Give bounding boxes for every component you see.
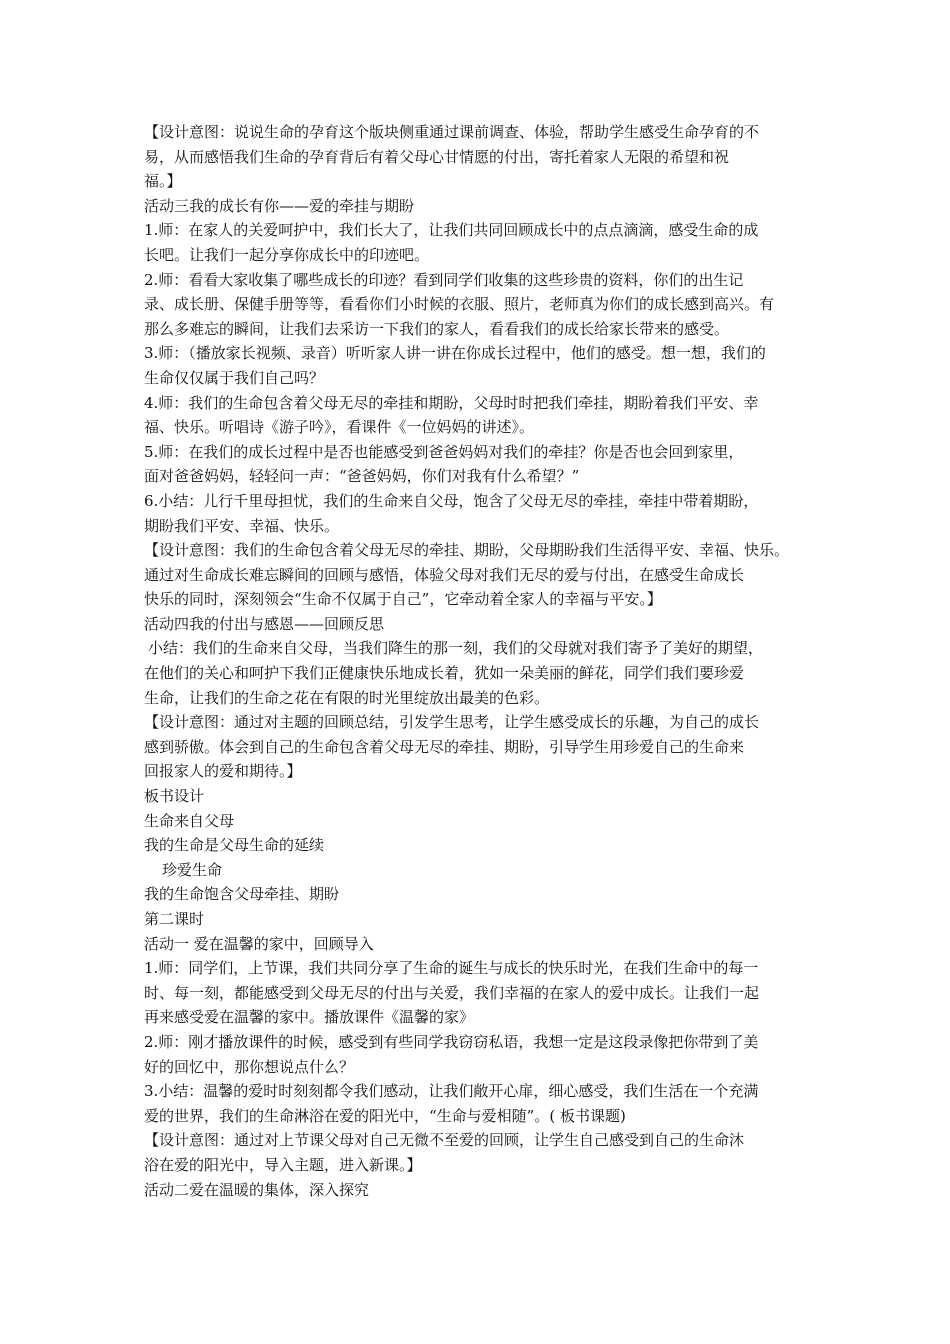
text-line: 【设计意图：我们的生命包含着父母无尽的牵挂、期盼，父母期盼我们生活得平安、幸福、快乐。 — [144, 541, 790, 560]
text-line: 回报家人的爱和期待。】 — [144, 762, 302, 781]
text-line: 长吧。让我们一起分享你成长中的印迹吧。 — [144, 245, 430, 264]
text-line: 【设计意图：说说生命的孕育这个版块侧重通过课前调查、体验，帮助学生感受生命孕育的不 — [144, 123, 760, 141]
text-line: 6.小结：儿行千里母担忧，我们的生命来自父母，饱含了父母无尽的牵挂，牵挂中带着期盼， — [144, 491, 759, 510]
section-heading: 活动三我的成长有你——爱的牵挂与期盼 — [144, 196, 415, 215]
text-line: 录、成长册、保健手册等等，看看你们小时候的衣服、照片，老师真为你们的成长感到高兴。有 — [144, 295, 775, 314]
text-line: 3.小结：温馨的爱时时刻刻都令我们感动，让我们敞开心扉，细心感受，我们生活在一个充满 — [144, 1082, 759, 1101]
text-line: 浴在爱的阳光中，导入主题，进入新课。】 — [144, 1155, 422, 1174]
section-heading: 活动一 爱在温馨的家中，回顾导入 — [144, 934, 374, 953]
text-line: 再来感受爱在温馨的家中。播放课件《温馨的家》 — [144, 1008, 475, 1027]
text-line: 通过对生命成长难忘瞬间的回顾与感悟，体验父母对我们无尽的爱与付出，在感受生命成长 — [144, 565, 745, 584]
section-heading: 活动四我的付出与感恩——回顾反思 — [144, 614, 385, 633]
board-line: 珍爱生命 — [162, 860, 223, 879]
text-line: 福、快乐。听唱诗《游子吟》，看课件《一位妈妈的讲述》。 — [144, 418, 535, 437]
text-line: 福。】 — [144, 172, 182, 191]
text-line: 时、每一刻，都能感受到父母无尽的付出与关爱，我们幸福的在家人的爱中成长。让我们一起 — [144, 983, 760, 1002]
text-line: 期盼我们平安、幸福、快乐。 — [144, 516, 340, 535]
text-line: 那么多难忘的瞬间，让我们去采访一下我们的家人，看看我们的成长给家长带来的感受。 — [144, 319, 730, 338]
text-line: 2.师：看看大家收集了哪些成长的印迹？看到同学们收集的这些珍贵的资料，你们的出生记 — [144, 270, 744, 289]
text-line: 1.师：在家人的关爱呵护中，我们长大了，让我们共同回顾成长中的点点滴滴，感受生命的成 — [144, 221, 759, 240]
text-line: 小结：我们的生命来自父母，当我们降生的那一刻，我们的父母就对我们寄予了美好的期望， — [148, 639, 764, 658]
board-line: 生命来自父母 — [144, 811, 235, 830]
text-line: 【设计意图：通过对主题的回顾总结，引发学生思考，让学生感受成长的乐趣，为自己的成长 — [144, 713, 760, 732]
text-line: 1.师：同学们，上节课，我们共同分享了生命的诞生与成长的快乐时光，在我们生命中的每一 — [144, 959, 759, 978]
section-heading: 活动二爱在温暖的集体，深入探究 — [144, 1180, 370, 1199]
section-heading: 第二课时 — [144, 910, 205, 928]
text-line: 感到骄傲。体会到自己的生命包含着父母无尽的牵挂、期盼，引导学生用珍爱自己的生命来 — [144, 737, 745, 756]
board-line: 我的生命是父母生命的延续 — [144, 836, 325, 855]
document-page — [144, 120, 814, 1202]
text-line: 快乐的同时，深刻领会“生命不仅属于自己”，它牵动着全家人的幸福与平安。】 — [144, 590, 662, 609]
text-line: 爱的世界，我们的生命淋浴在爱的阳光中，“生命与爱相随”。( 板书课题) — [144, 1106, 626, 1125]
text-line: 生命，让我们的生命之花在有限的时光里绽放出最美的色彩。 — [144, 688, 550, 707]
section-heading: 板书设计 — [144, 787, 205, 806]
text-line: 好的回忆中，那你想说点什么？ — [144, 1057, 355, 1076]
board-line: 我的生命饱含父母牵挂、期盼 — [144, 885, 340, 904]
text-line: 5.师：在我们的成长过程中是否也能感受到爸爸妈妈对我们的牵挂？你是否也会回到家里， — [144, 442, 744, 461]
text-line: 在他们的关心和呵护下我们正健康快乐地成长着，犹如一朵美丽的鲜花，同学们我们要珍爱 — [144, 664, 745, 683]
text-line: 面对爸爸妈妈，轻轻问一声：“爸爸妈妈，你们对我有什么希望？” — [144, 467, 580, 486]
text-line: 4.师：我们的生命包含着父母无尽的牵挂和期盼，父母时时把我们牵挂，期盼着我们平安、幸 — [144, 393, 759, 412]
text-line: 生命仅仅属于我们自己吗？ — [144, 368, 325, 387]
text-line: 2.师：刚才播放课件的时候，感受到有些同学我窃窃私语，我想一定是这段录像把你带到了美 — [144, 1032, 759, 1051]
text-line: 【设计意图：通过对上节课父母对自己无微不至爱的回顾，让学生自己感受到自己的生命沐 — [144, 1131, 745, 1150]
text-line: 易，从而感悟我们生命的孕育背后有着父母心甘情愿的付出，寄托着家人无限的希望和祝 — [144, 147, 730, 166]
text-line: 3.师：（播放家长视频、录音）听听家人讲一讲在你成长过程中，他们的感受。想一想，我们的 — [144, 344, 766, 363]
